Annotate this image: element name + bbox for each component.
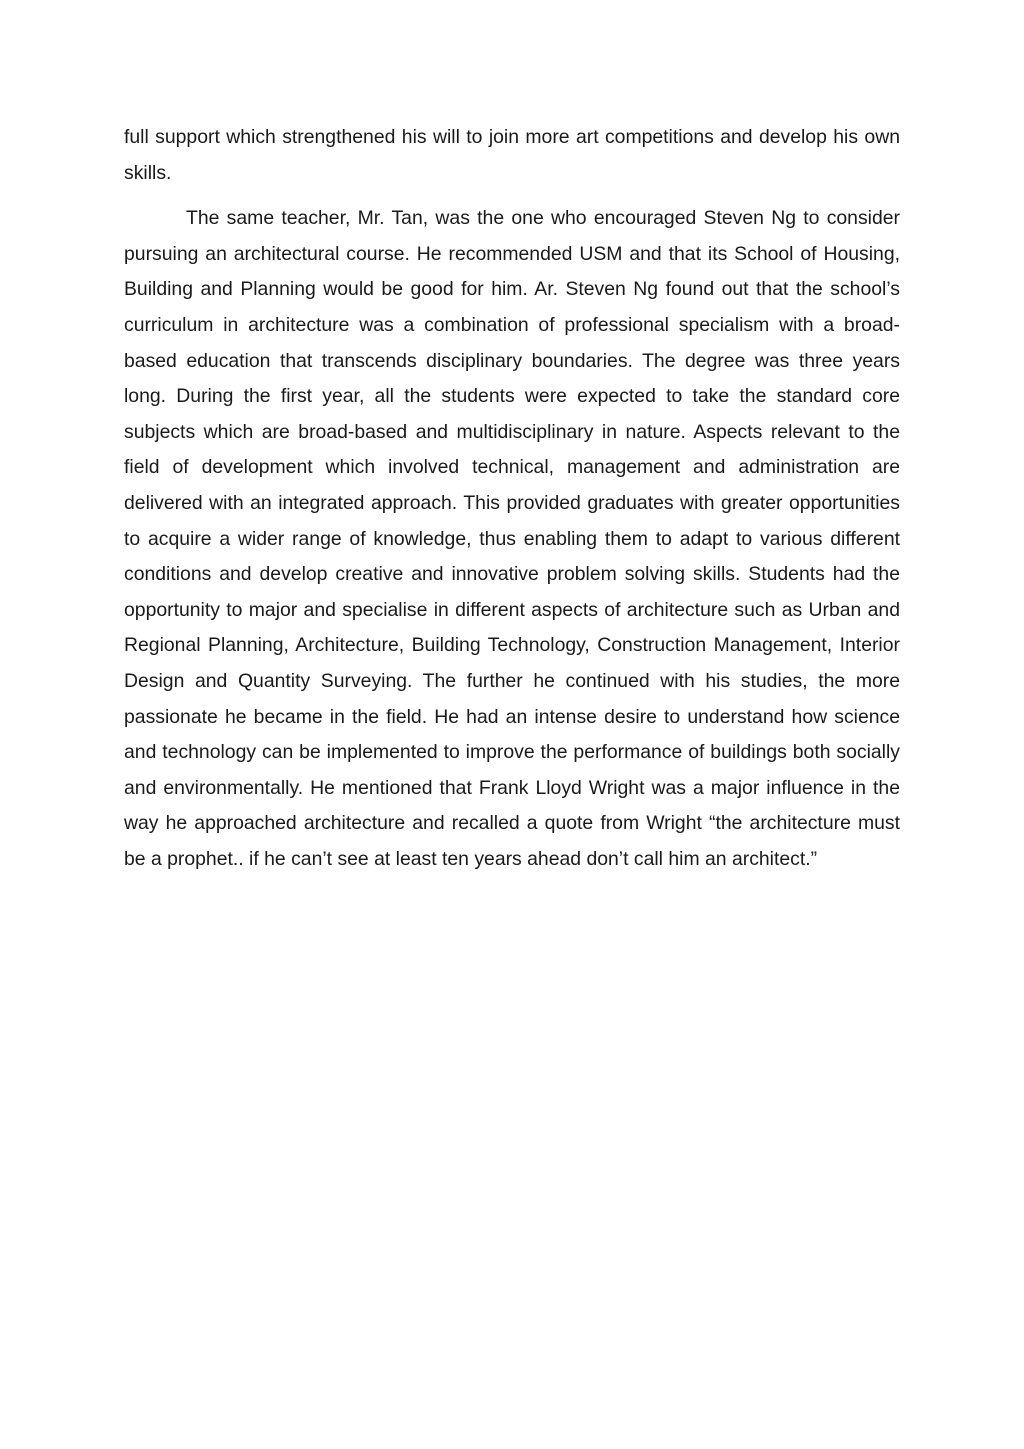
- paragraph-continuation: full support which strengthened his will to join more art competitions and develop his own skills.: [124, 126, 900, 184]
- paragraph-architecture-education: The same teacher, Mr. Tan, was the one who encouraged Steven Ng to consider pursuing an architectural course. He recommended USM and that its School of Housing, Building and Planning would be good for him. Ar. Steven Ng found out that the school’s curriculum in architecture was a combination of professional specialism with a broad-based education that transcends disciplinary boundaries. The degree was three years long. During the first year, all the students were expected to take the standard core subjects which are broad-based and multidisciplinary in nature. Aspects relevant to the field of development which involved technical, management and administration are delivered with an integrated approach. This provided graduates with greater opportunities to acquire a wider range of knowledge, thus enabling them to adapt to various different conditions and develop creative and innovative problem solving skills. Students had the opportunity to major and specialise in different aspects of architecture such as Urban and Regional Planning, Architecture, Building Technology, Construction Management, Interior Design and Quantity Surveying. The further he continued with his studies, the more passionate he became in the field. He had an intense desire to understand how science and technology can be implemented to improve the performance of buildings both socially and environmentally. He mentioned that Frank Lloyd Wright was a major influence in the way he approached architecture and recalled a quote from Wright “the architecture must be a prophet.. if he can’t see at least ten years ahead don’t call him an architect.”: [124, 207, 900, 870]
- document-body: [124, 120, 900, 877]
